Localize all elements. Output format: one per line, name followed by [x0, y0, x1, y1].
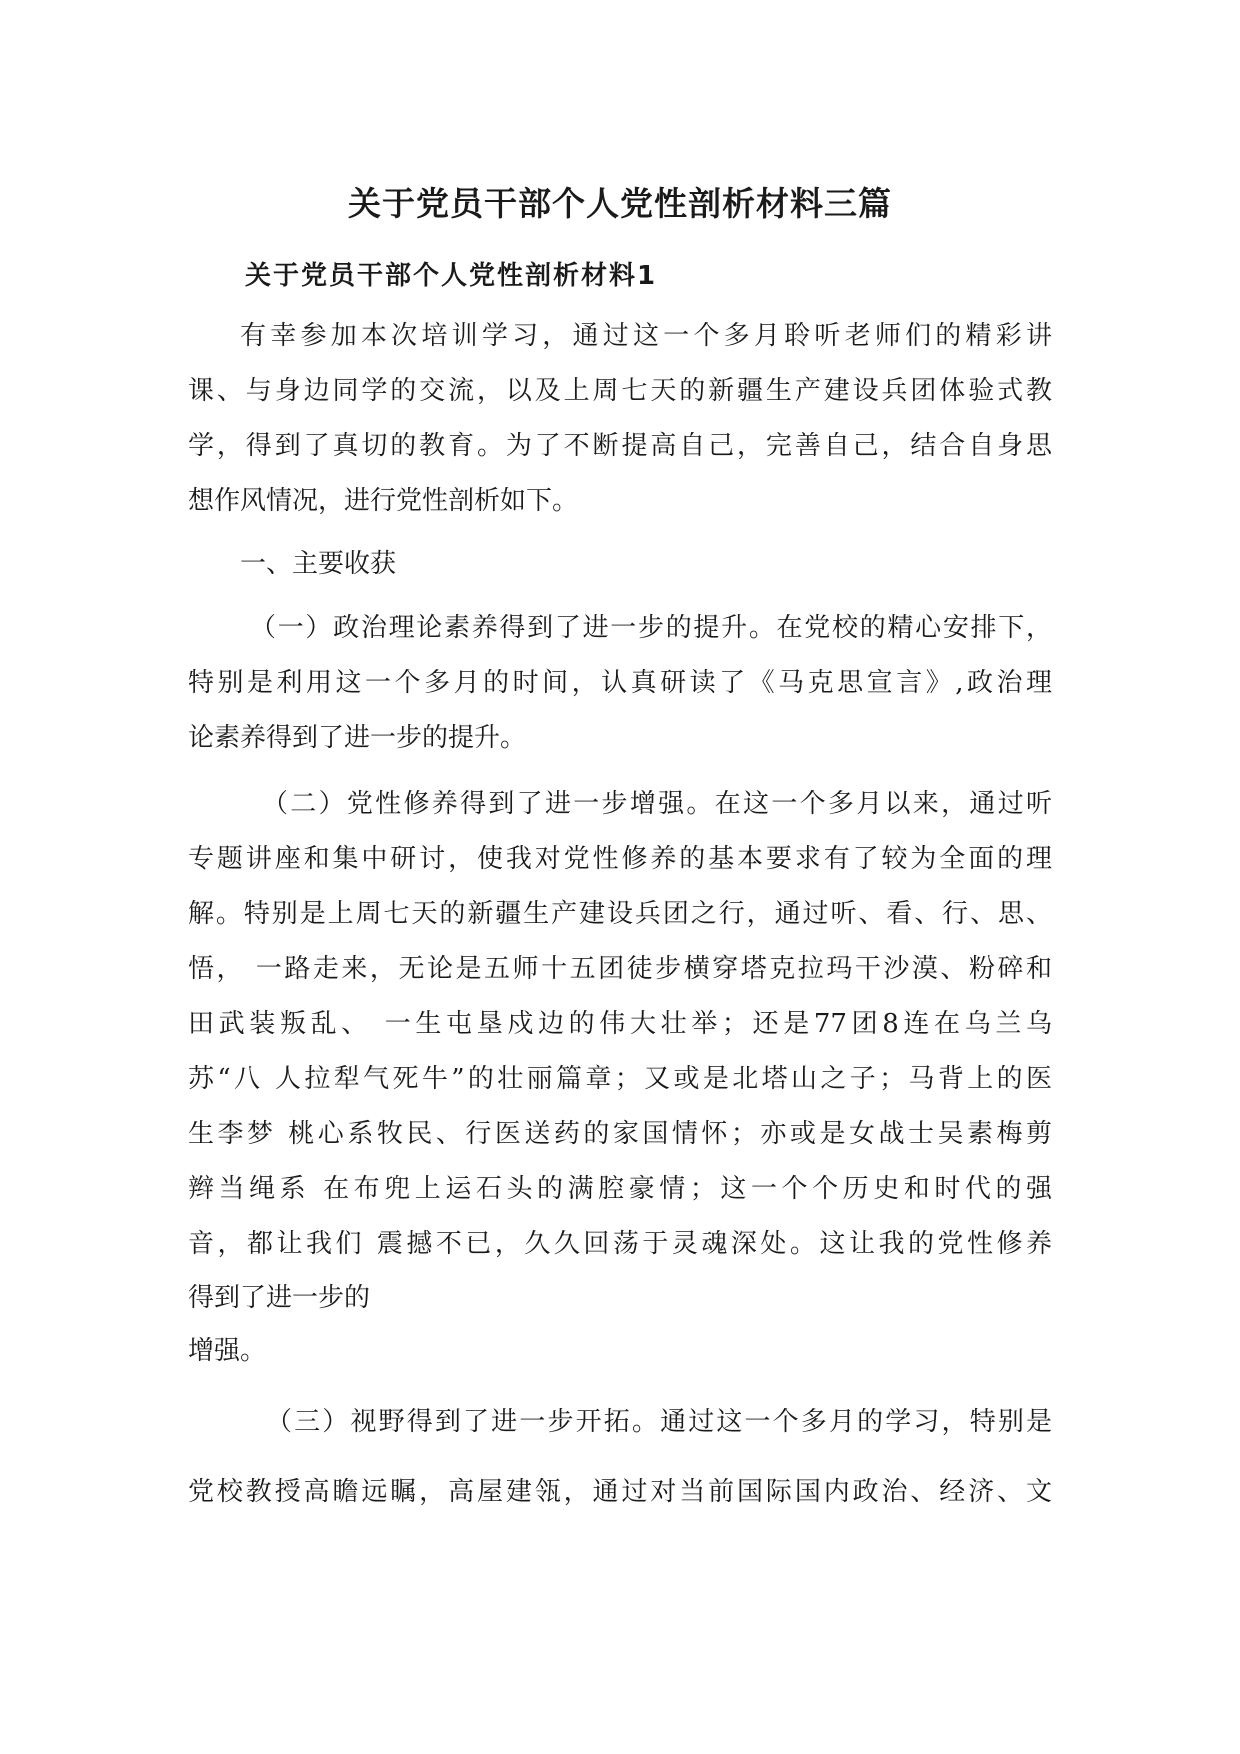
paragraph-line: 田武装叛乱、 一生屯垦戍边的伟大壮举；还是77团8连在乌兰乌 [188, 1009, 1052, 1039]
paragraph-line: 论素养得到了进一步的提升。 [188, 723, 527, 753]
paragraph-line: （二）党性修养得到了进一步增强。在这一个多月以来，通过听 [262, 789, 1052, 819]
paragraph-line: 苏“八 人拉犁气死牛”的壮丽篇章；又或是北塔山之子；马背上的医 [188, 1064, 1052, 1094]
paragraph-line: 辫当绳系 在布兜上运石头的满腔豪情；这一个个历史和时代的强 [188, 1174, 1052, 1204]
paragraph-line: 党校教授高瞻远瞩，高屋建瓴，通过对当前国际国内政治、经济、文 [188, 1477, 1052, 1507]
paragraph-line: 悟， 一路走来，无论是五师十五团徒步横穿塔克拉玛干沙漠、粉碎和 [188, 954, 1052, 984]
paragraph-line: 专题讲座和集中研讨，使我对党性修养的基本要求有了较为全面的理 [188, 844, 1052, 874]
paragraph-line: 增强。 [188, 1336, 267, 1366]
section-heading: 关于党员干部个人党性剖析材料1 [245, 261, 658, 291]
paragraph-line: 有幸参加本次培训学习，通过这一个多月聆听老师们的精彩讲 [240, 321, 1052, 351]
paragraph-line: （一）政治理论素养得到了进一步的提升。在党校的精心安排下， [250, 613, 1052, 643]
paragraph-line: 课、与身边同学的交流，以及上周七天的新疆生产建设兵团体验式教 [188, 376, 1052, 406]
paragraph-line: 生李梦 桃心系牧民、行医送药的家国情怀；亦或是女战士吴素梅剪 [188, 1119, 1052, 1149]
paragraph-line: 音，都让我们 震撼不已，久久回荡于灵魂深处。这让我的党性修养 [188, 1229, 1052, 1259]
document-title: 关于党员干部个人党性剖析材料三篇 [348, 184, 892, 223]
paragraph-line: 特别是利用这一个多月的时间，认真研读了《马克思宣言》,政治理 [188, 668, 1052, 698]
paragraph-line: 学，得到了真切的教育。为了不断提高自己，完善自己，结合自身思 [188, 431, 1052, 461]
paragraph-line: 解。特别是上周七天的新疆生产建设兵团之行，通过听、看、行、思、 [188, 899, 1052, 929]
paragraph-line: 得到了进一步的 [188, 1283, 371, 1313]
paragraph-line: 想作风情况，进行党性剖析如下。 [188, 486, 579, 516]
paragraph-line: （三）视野得到了进一步开拓。通过这一个多月的学习，特别是 [266, 1407, 1052, 1437]
section-heading-line: 一、主要收获 [240, 549, 397, 579]
